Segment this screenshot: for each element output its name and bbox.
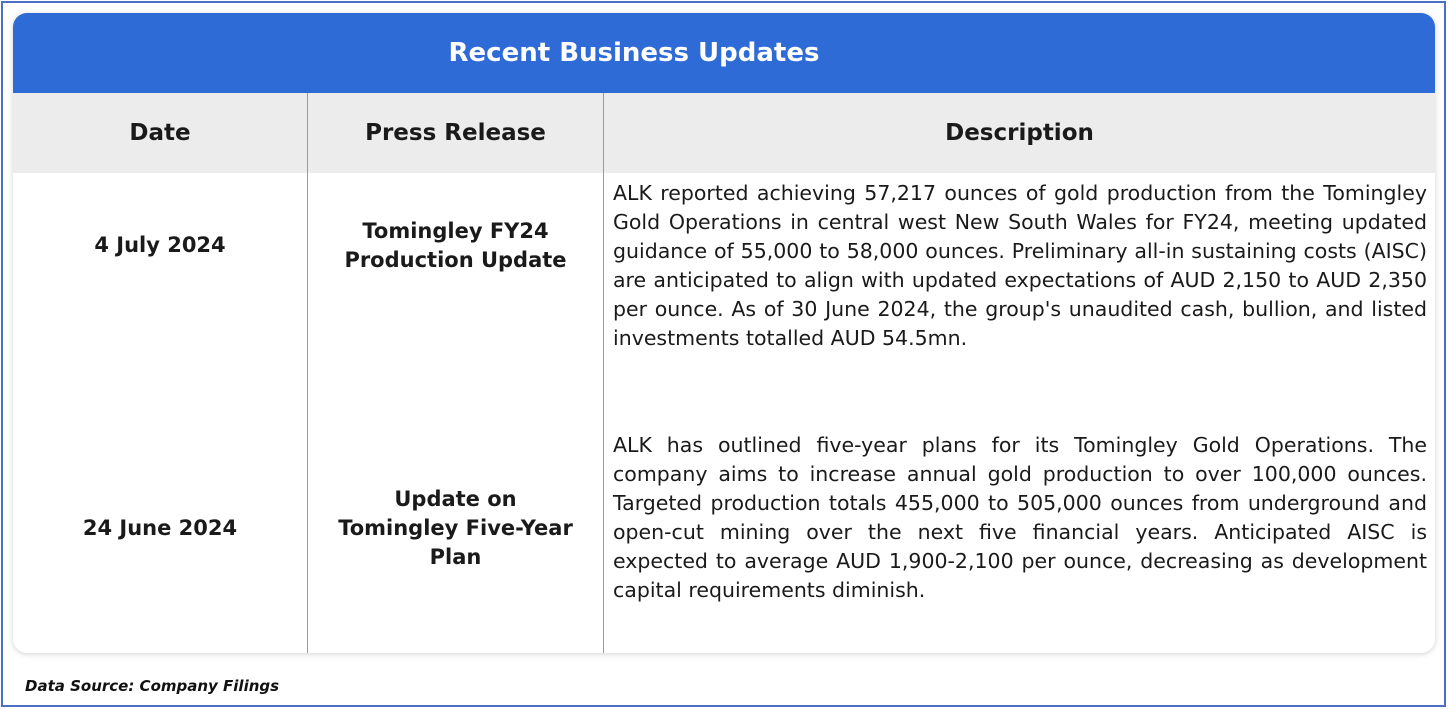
table-header-row: [13, 93, 1435, 173]
row-description: ALK has outlined five-year plans for its Tomingley Gold Operations. The company aims to increase annual gold production to over 100,000 ounces. Targeted production totals 455,000 to 505,000 ounces from underground and open-cut mining over the next five financial years. Anticipated AISC is expected to average AUD 1,900-2,100 per ounce, decreasing as development capital requirements diminish.: [603, 423, 1435, 653]
table-row: [13, 423, 1435, 653]
table-row: [13, 173, 1435, 423]
press-release-title: Update on Tomingley Five-Year Plan: [338, 486, 573, 569]
row-press-release: [307, 173, 603, 423]
data-source-note: Data Source: Company Filings: [25, 677, 280, 695]
document-frame: [1, 1, 1446, 707]
press-release-title: Tomingley FY24 Production Update: [344, 218, 567, 272]
business-updates-table: [13, 13, 1435, 653]
column-header-description: Description: [603, 93, 1435, 173]
table-title: Recent Business Updates: [13, 13, 1435, 93]
column-header-date: Date: [129, 120, 191, 146]
row-date: 24 June 2024: [82, 515, 238, 540]
row-press-release: [307, 423, 603, 653]
row-description: ALK reported achieving 57,217 ounces of gold production from the Tomingley Gold Operations in central west New South Wales for FY24, meeting updated guidance of 55,000 to 58,000 ounces. Preliminary all-in sustaining costs (AISC) are anticipated to align with updated expectations of AUD 2,150 to AUD 2,350 per ounce. As of 30 June 2024, the group's unaudited cash, bullion, and listed investments totalled AUD 54.5mn.: [603, 173, 1435, 423]
column-header-press-release: Press Release: [307, 93, 603, 173]
row-date: 4 July 2024: [94, 233, 226, 257]
